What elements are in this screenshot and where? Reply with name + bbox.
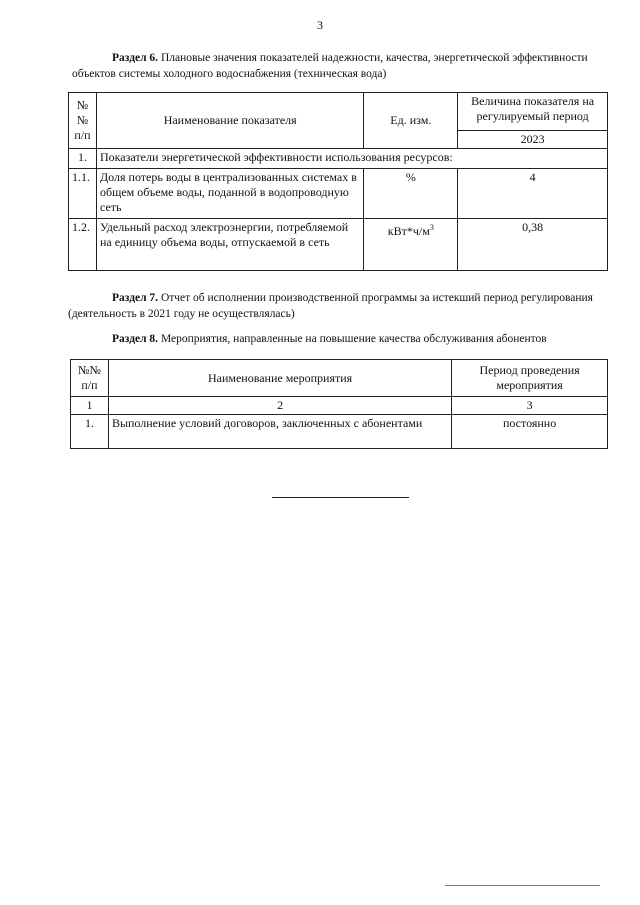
section7-label: Раздел 7. (112, 292, 159, 304)
index-cell: 3 (452, 397, 608, 415)
row-period: постоянно (452, 415, 608, 449)
col-year-header: 2023 (458, 131, 608, 149)
unit-sup: 3 (429, 223, 434, 232)
row-value: 4 (458, 169, 608, 219)
section6-table (68, 92, 608, 271)
col-num-header: №№ п/п (69, 93, 97, 149)
index-cell: 2 (108, 397, 451, 415)
section7-line1: Отчет об исполнении производственной программы за истекший период регулирования (160, 292, 593, 304)
section8-title: Мероприятия, направленные на повышение качества обслуживания абонентов (160, 333, 547, 345)
section6-title-line2: объектов системы холодного водоснабжения (техническая вода) (72, 68, 387, 80)
row-num: 1.1. (69, 169, 97, 219)
row-name: Доля потерь воды в централизованных системах в общем объеме воды, поданной в водопроводную сеть (96, 169, 363, 219)
row-unit (364, 219, 458, 271)
group-text: Показатели энергетической эффективности использования ресурсов: (96, 149, 607, 169)
row-name: Удельный расход электроэнергии, потребляемой на единицу объема воды, отпускаемой в сеть (96, 219, 363, 271)
col-value-header: Величина показателя на регулируемый период (458, 93, 608, 131)
section7-text (68, 290, 613, 322)
section7-line2: (деятельность в 2021 году не осуществлялась) (68, 308, 295, 320)
section8-table (70, 359, 608, 449)
row-name: Выполнение условий договоров, заключенных с абонентами (108, 415, 451, 449)
table-row (69, 169, 608, 219)
index-cell: 1 (71, 397, 109, 415)
footer-line (445, 885, 600, 886)
section8-heading (112, 331, 612, 347)
row-num: 1.2. (69, 219, 97, 271)
section6-label: Раздел 6. (112, 52, 159, 64)
end-separator-line (272, 497, 409, 498)
section6-title-line1: Плановые значения показателей надежности, качества, энергетической эффективности (160, 52, 588, 64)
section8-label: Раздел 8. (112, 333, 159, 345)
col-name-header: Наименование мероприятия (108, 360, 451, 397)
row-num: 1. (71, 415, 109, 449)
table-row (69, 219, 608, 271)
row-unit: % (364, 169, 458, 219)
section6-heading (72, 50, 612, 82)
col-name-header: Наименование показателя (96, 93, 363, 149)
row-value: 0,38 (458, 219, 608, 271)
col-period-header: Период проведения мероприятия (452, 360, 608, 397)
page-number: 3 (317, 18, 323, 32)
col-num-header: №№ п/п (71, 360, 109, 397)
col-unit-header: Ед. изм. (364, 93, 458, 149)
unit-text: кВт*ч/м (387, 224, 430, 238)
group-num: 1. (69, 149, 97, 169)
table-row (71, 415, 608, 449)
